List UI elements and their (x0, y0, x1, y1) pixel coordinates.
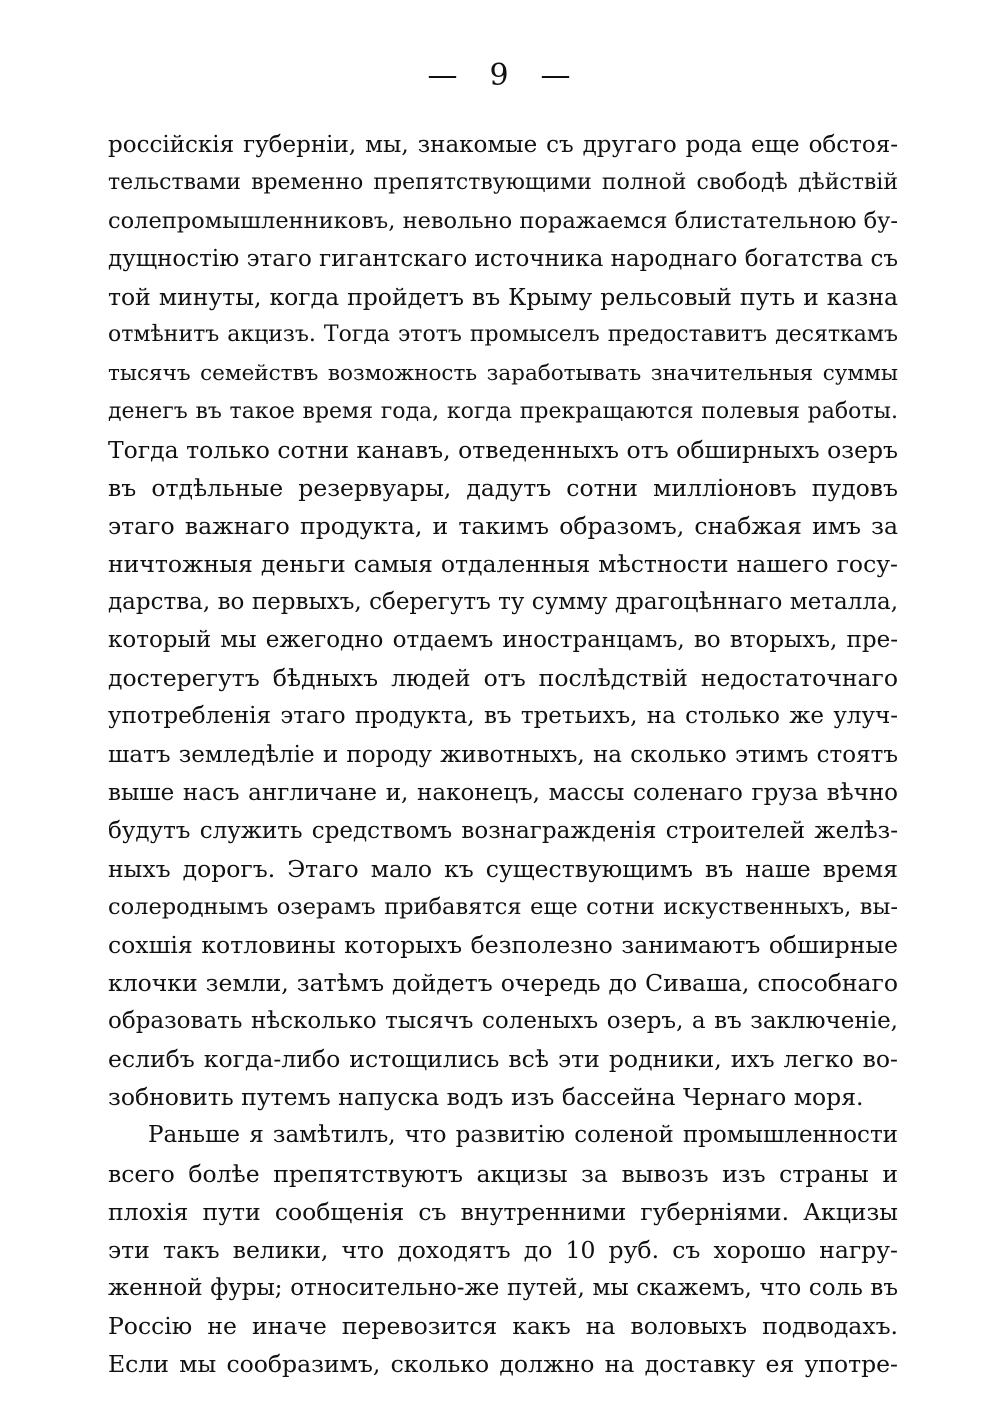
text-line: употребленія этаго продукта, въ третьихъ, на столько же улуч- (108, 703, 898, 730)
body-text (108, 126, 898, 1383)
text-line: плохія пути сообщенія съ внутренними губерніями. Акцизы (108, 1197, 898, 1226)
paragraph-2 (108, 1116, 898, 1383)
text-line: эти такъ велики, что доходятъ до 10 руб. съ хорошо нагру- (108, 1235, 898, 1264)
text-line: солепромышленниковъ, невольно поражаемся блистательною бу- (108, 208, 898, 235)
text-line: россійскія губерніи, мы, знакомые съ другаго рода еще обстоя- (108, 132, 898, 158)
text-line: ничтожныя деньги самыя отдаленныя мѣстности нашего госу- (108, 550, 898, 579)
text-line: солероднымъ озерамъ прибавятся еще сотни искуственныхъ, вы- (108, 893, 898, 920)
text-line: Если мы сообразимъ, сколько должно на доставку ея употре- (108, 1350, 898, 1378)
text-line: еслибъ когда-либо истощились всѣ эти родники, ихъ легко во- (108, 1045, 898, 1074)
text-line: достерегутъ бѣдныхъ людей отъ послѣдствій недостаточнаго (108, 664, 898, 693)
text-line: будутъ служить средствомъ вознагражденія строителей желѣз- (108, 817, 898, 844)
text-line: отмѣнитъ акцизъ. Тогда этотъ промыселъ предоставитъ десяткамъ (108, 322, 898, 348)
text-line: клочки земли, затѣмъ дойдетъ очередь до Сиваша, способнаго (108, 969, 898, 998)
dash-left: — (427, 58, 460, 93)
text-line: зобновить путемъ напуска водъ изъ бассейна Чернаго моря. (108, 1083, 864, 1112)
paragraph-1 (108, 126, 898, 1116)
text-line: образовать нѣсколько тысячъ соленыхъ озеръ, а въ заключеніе, (108, 1008, 898, 1035)
text-line: тельствами временно препятствующими полной свободѣ дѣйствій (108, 170, 898, 196)
text-line: ныхъ дорогъ. Этаго мало къ существующимъ въ наше время (108, 854, 898, 883)
page-number-header (0, 58, 1000, 94)
text-line: дарства, во первыхъ, сберегутъ ту сумму драгоцѣннаго металла, (108, 589, 898, 616)
text-line: всего болѣе препятствуютъ акцизы за вывозъ изъ страны и (108, 1159, 898, 1188)
text-line: тысячъ семействъ возможность заработывать значительныя суммы (108, 360, 898, 386)
text-line: выше насъ англичане и, наконецъ, массы соленаго груза вѣчно (108, 779, 898, 806)
text-line: Тогда только сотни канавъ, отведенныхъ отъ обширныхъ озеръ (108, 435, 898, 464)
text-line: Раньше я замѣтилъ, что развитію соленой промышленности (148, 1122, 898, 1149)
page-number: 9 (489, 58, 511, 93)
text-line: сохшія котловины которыхъ безполезно занимаютъ обширные (108, 930, 898, 959)
text-line: денегъ въ такое время года, когда прекращаются полевыя работы. (108, 398, 898, 424)
text-line: шатъ земледѣліе и породу животныхъ, на сколько этимъ стоятъ (108, 741, 898, 768)
text-line: который мы ежегодно отдаемъ иностранцамъ, во вторыхъ, пре- (108, 627, 898, 654)
dash-right: — (540, 58, 573, 93)
text-line: этаго важнаго продукта, и такимъ образомъ, снабжая имъ за (108, 511, 898, 540)
text-line: женной фуры; относительно-же путей, мы скажемъ, что соль въ (108, 1274, 898, 1301)
text-line: той минуты, когда пройдетъ въ Крыму рельсовый путь и казна (108, 283, 898, 312)
text-line: Россію не иначе перевозится какъ на воловыхъ подводахъ. (108, 1311, 898, 1340)
text-line: въ отдѣльные резервуары, дадутъ сотни милліоновъ пудовъ (108, 473, 898, 502)
text-line: дущностію этаго гигантскаго источника народнаго богатства съ (108, 246, 898, 273)
